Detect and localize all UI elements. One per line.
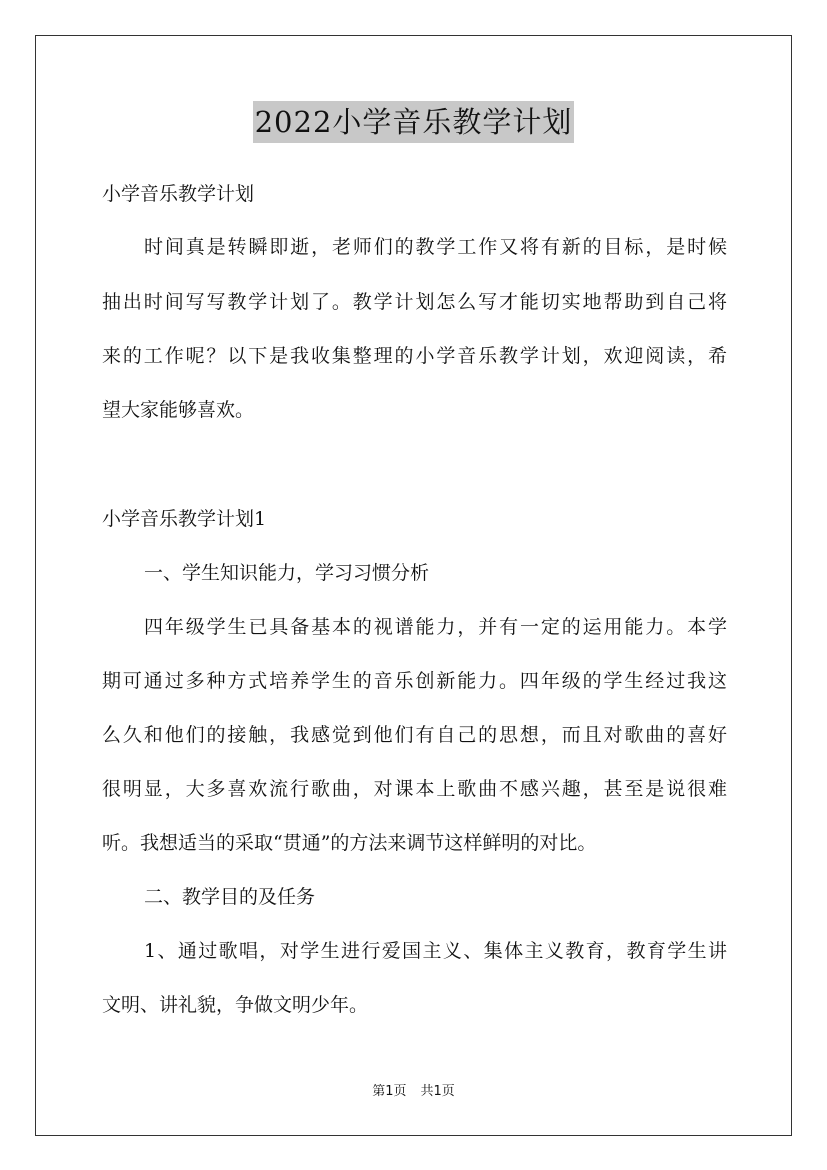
section-heading: 小学音乐教学计划1 (102, 508, 267, 530)
paragraph-line: 1、通过歌唱，对学生进行爱国主义、集体主义教育，教育学生讲 (144, 940, 727, 962)
paragraph-line: 抽出时间写写教学计划了。教学计划怎么写才能切实地帮助到自己将 (102, 291, 727, 313)
paragraph-line: 期可通过多种方式培养学生的音乐创新能力。四年级的学生经过我这 (102, 670, 727, 692)
subsection-heading: 一、学生知识能力，学习习惯分析 (144, 562, 430, 584)
paragraph-line: 时间真是转瞬即逝，老师们的教学工作又将有新的目标，是时候 (144, 236, 727, 258)
paragraph-line: 很明显，大多喜欢流行歌曲，对课本上歌曲不感兴趣，甚至是说很难 (102, 778, 727, 800)
page-number: 第1页 (372, 1084, 407, 1099)
paragraph-line: 文明、讲礼貌，争做文明少年。 (102, 994, 369, 1016)
subsection-heading: 二、教学目的及任务 (144, 886, 316, 908)
page-total: 共1页 (420, 1084, 455, 1099)
paragraph-line: 么久和他们的接触，我感觉到他们有自己的思想，而且对歌曲的喜好 (102, 724, 727, 746)
page-footer (0, 1083, 827, 1101)
paragraph-line: 四年级学生已具备基本的视谱能力，并有一定的运用能力。本学 (144, 616, 727, 638)
section-heading: 小学音乐教学计划 (102, 183, 255, 205)
paragraph-line: 望大家能够喜欢。 (102, 399, 255, 421)
document-title (0, 101, 827, 143)
paragraph-line: 听。我想适当的采取“贯通”的方法来调节这样鲜明的对比。 (102, 832, 597, 854)
paragraph-line: 来的工作呢？以下是我收集整理的小学音乐教学计划，欢迎阅读，希 (102, 345, 727, 367)
document-title-text: 2022小学音乐教学计划 (253, 101, 575, 143)
